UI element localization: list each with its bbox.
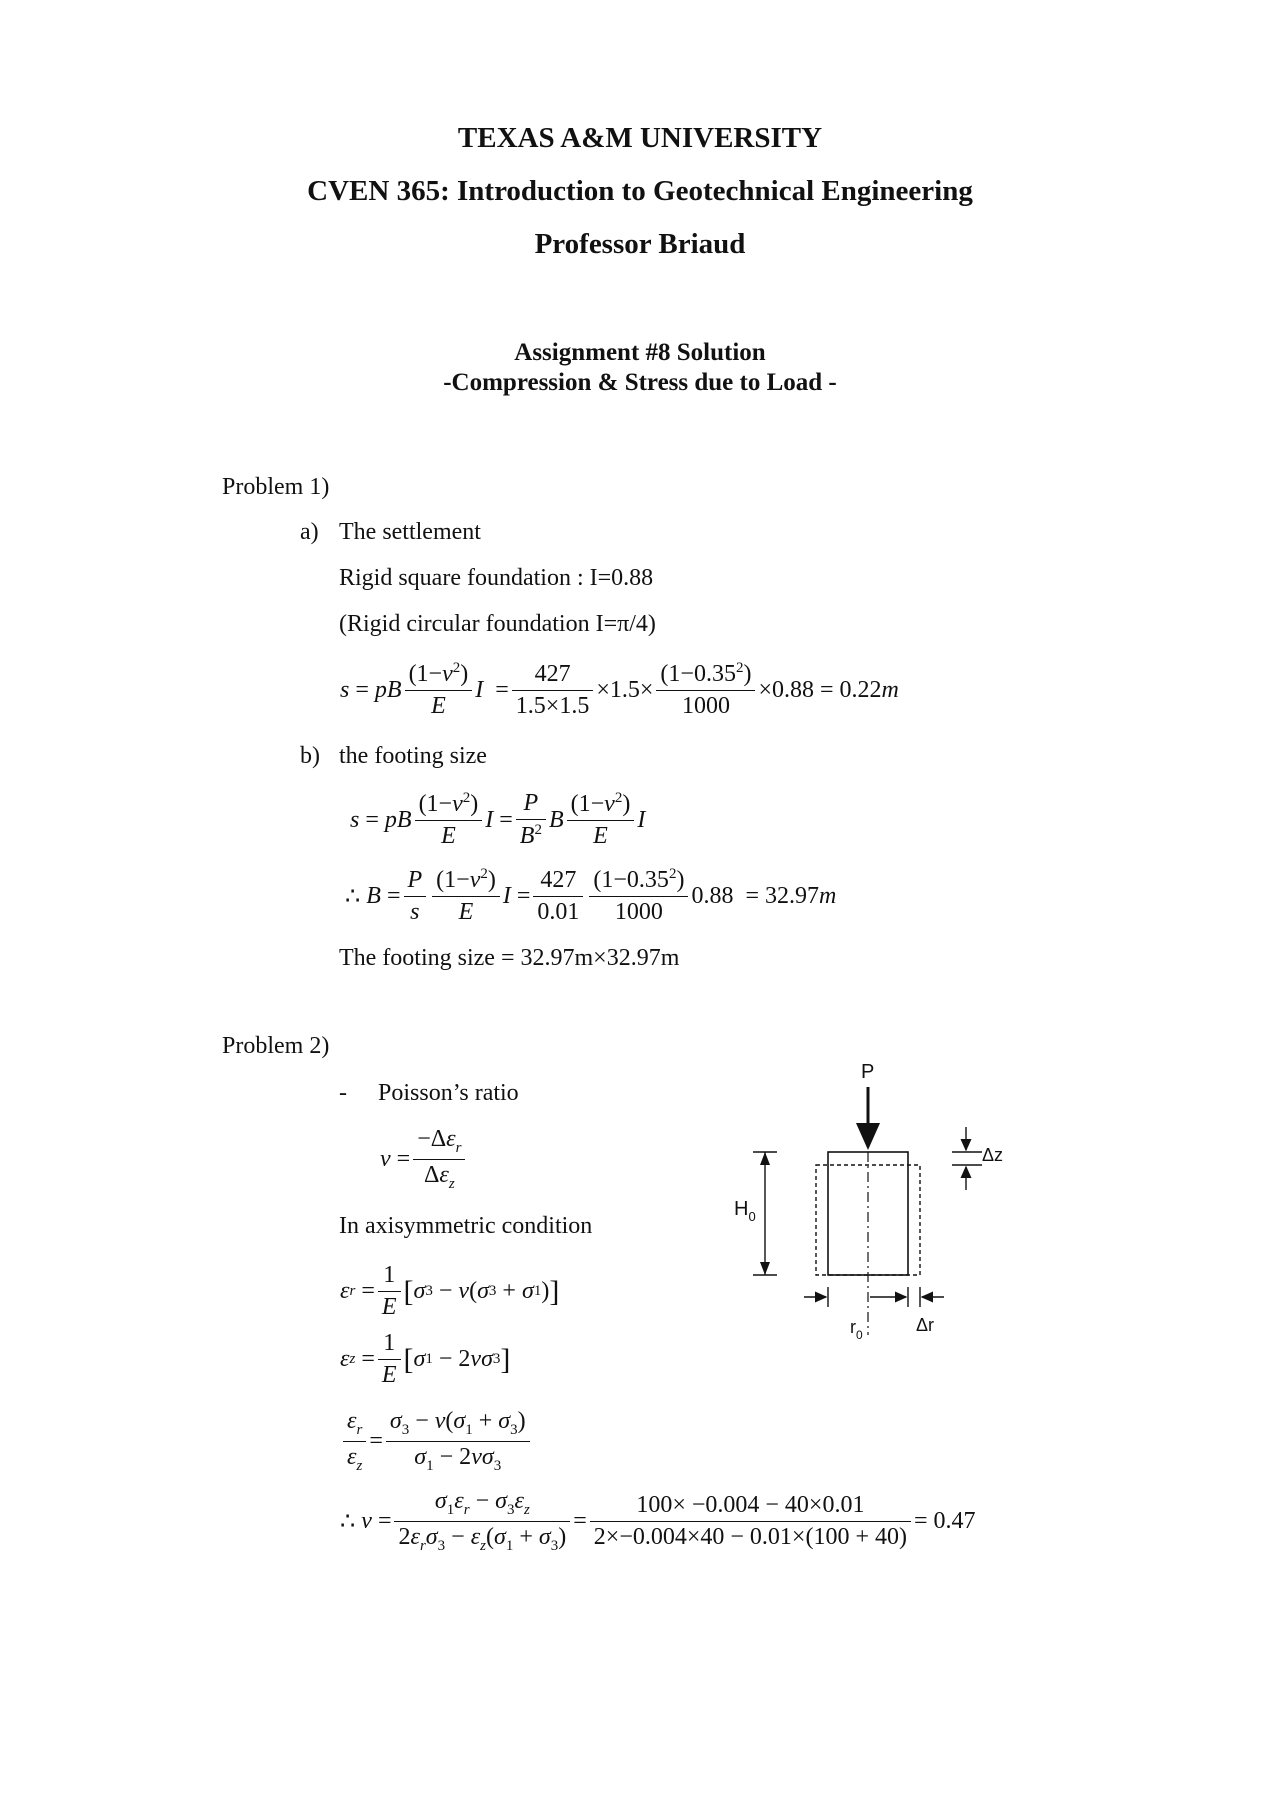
part-b-marker: b) [300, 743, 320, 769]
settlement-equation: s = pB $\frac{(1-\nu^2)}{E}$ I = $\frac{427}{1.5\times 1.5}$ ×1.5× $\frac{(1-0.35^2)}{1000}$ ×0.88 = 0.22 m [340, 660, 899, 719]
height-label: $H_0$ [734, 1198, 756, 1224]
part-a-label: The settlement [339, 519, 481, 545]
radius-label: $r_0$ [850, 1317, 863, 1342]
delta-r-label: Δr [916, 1315, 935, 1335]
assignment-title: Assignment #8 Solution [514, 339, 766, 366]
part-b-label: the footing size [339, 743, 487, 769]
professor-name: Professor Briaud [534, 228, 746, 260]
assignment-subtitle: -Compression & Stress due to Load - [443, 369, 837, 396]
load-label: P [861, 1061, 875, 1083]
problem2-heading: Problem 2) [222, 1033, 330, 1059]
poisson-solution-equation: ∴ ν = $\frac{\sigma_1\varepsilon_r - \sigma_3\varepsilon_z}{2\varepsilon_r\sigma_3 - \varepsilon_z(\sigma_1 + \sigma_3)}$ = $\frac{100\times -0.004 - 40\times 0.01}{2\times-0.004\times 40 - 0.01\times(100 + 40)}$ = 0.47 [340, 1488, 976, 1554]
epsilon-z-equation: ε z = $\frac{1}{E}$ [ σ 1 − 2 νσ 3 ] [340, 1330, 511, 1388]
problem1-heading: Problem 1) [222, 474, 330, 500]
bullet-dash: - [339, 1080, 347, 1106]
axisymmetric-label: In axisymmetric condition [339, 1213, 593, 1239]
footing-size-result: The footing size = 32.97m×32.97m [339, 945, 680, 971]
delta-z-label: Δz [982, 1145, 1004, 1165]
university-title: TEXAS A&M UNIVERSITY [457, 122, 823, 154]
strain-ratio-equation: $\frac{\varepsilon_r}{\varepsilon_z}$ = $\frac{\sigma_3 - \nu(\sigma_1 + \sigma_3)}{\sigma_1 - 2\nu\sigma_3}$ [340, 1408, 533, 1475]
epsilon-r-equation: ε r = $\frac{1}{E}$ [ σ 3 − ν ( σ 3 + σ 1 ) ] [340, 1262, 560, 1320]
poisson-result: = 0.47 [913, 1507, 976, 1534]
footing-equation-2: ∴ B = $\frac{P}{s}$ $\frac{(1-\nu^2)}{E}$ I = $\frac{427}{0.01}$ $\frac{(1-0.35^2)}{1000}$ 0.88 = 32.97 m [345, 866, 837, 925]
course-title: CVEN 365: Introduction to Geotechnical Engineering [307, 175, 973, 207]
poisson-label: Poisson’s ratio [378, 1080, 519, 1106]
poisson-definition: ν = $\frac{-\Delta\varepsilon_r}{\Delta\varepsilon_z}$ [380, 1126, 468, 1193]
footing-equation-1: s = pB $\frac{(1-\nu^2)}{E}$ I = $\frac{P}{B^2}$ B $\frac{(1-\nu^2)}{E}$ I [350, 790, 646, 849]
specimen-diagram [720, 1055, 1040, 1355]
rigid-square-line: Rigid square foundation : I=0.88 [339, 565, 654, 591]
rigid-circular-line: (Rigid circular foundation I=π/4) [339, 611, 656, 637]
part-a-marker: a) [300, 519, 319, 545]
